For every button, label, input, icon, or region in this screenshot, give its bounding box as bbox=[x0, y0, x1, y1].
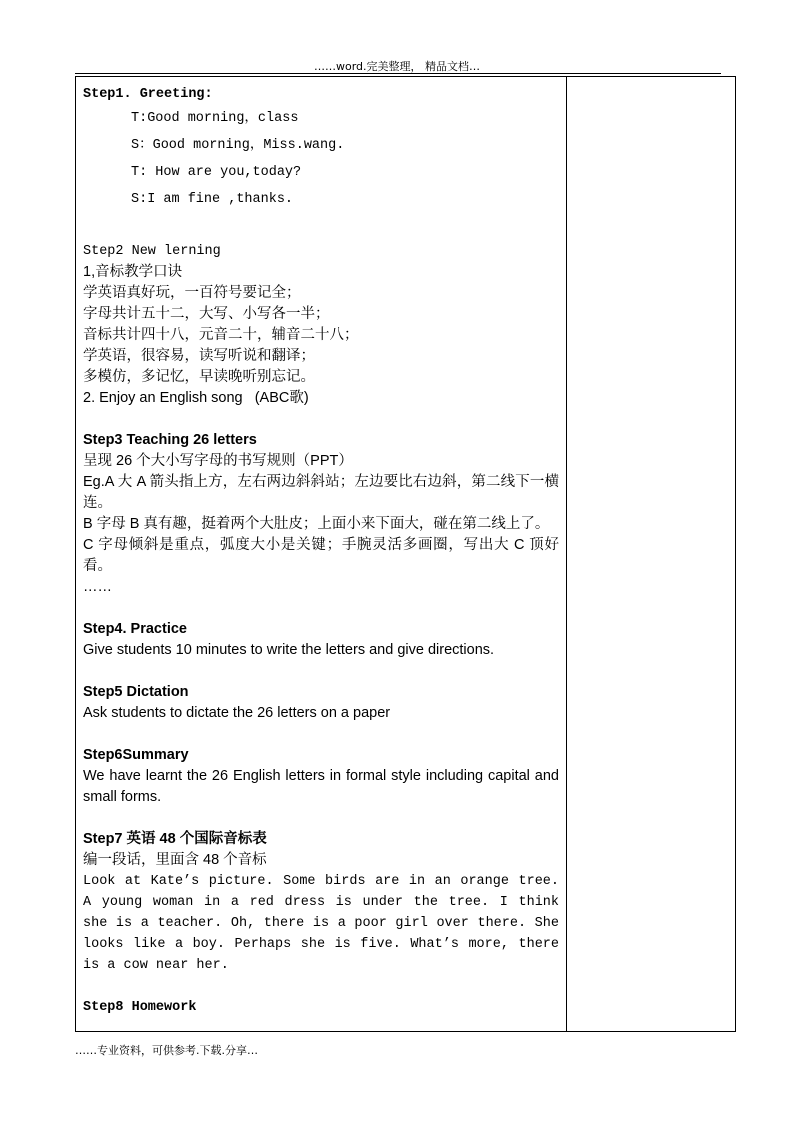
rhyme-line: 多模仿，多记忆，早读晚听别忘记。 bbox=[83, 369, 315, 385]
song-line: 2. Enjoy an English song (ABC歌) bbox=[83, 390, 309, 406]
rhyme-line: 学英语，很容易，读写听说和翻译； bbox=[83, 348, 315, 364]
step1-section bbox=[83, 84, 559, 213]
page-footer: ……专业资料，可供参考.下载.分享… bbox=[75, 1044, 258, 1057]
rhyme-line: 音标共计四十八，元音二十，辅音二十八； bbox=[83, 327, 359, 343]
rhyme-line: 字母共计五十二，大写、小写各一半； bbox=[83, 306, 330, 322]
rule-line: Eg.A 大 A 箭头指上方，左右两边斜斜站；左边要比右边斜，第二线下一横连。 bbox=[83, 474, 559, 511]
rule-line: C 字母倾斜是重点，弧度大小是关键；手腕灵活多画圈，写出大 C 顶好看。 bbox=[83, 537, 559, 574]
step6-section bbox=[83, 745, 559, 808]
rhyme-line: 学英语真好玩，一百符号要记全； bbox=[83, 285, 301, 301]
dialog-line: T:Good morning，class bbox=[131, 111, 299, 126]
step6-title: Step6Summary bbox=[83, 747, 189, 763]
step5-title: Step5 Dictation bbox=[83, 684, 189, 700]
dialog-line: T: How are you,today? bbox=[131, 165, 302, 180]
ellipsis: …… bbox=[83, 579, 112, 595]
step7-text: Look at Kate’s picture. Some birds are in an orange tree. A young woman in a red dress is under the tree. I think she is a teacher. Oh, there is a poor girl over there. She looks like a boy. Perhaps she is five. What’s more, there is a cow near her. bbox=[83, 874, 559, 973]
step4-title: Step4. Practice bbox=[83, 621, 187, 637]
step3-title: Step3 Teaching 26 letters bbox=[83, 432, 257, 448]
step3-section bbox=[83, 430, 559, 598]
step6-text: We have learnt the 26 English letters in formal style including capital and small forms. bbox=[83, 768, 559, 805]
step7-section bbox=[83, 829, 559, 976]
dialog-line: S：Good morning，Miss.wang. bbox=[131, 138, 345, 153]
step8-section bbox=[83, 997, 559, 1018]
step7-subtitle: 编一段话，里面含 48 个音标 bbox=[83, 852, 267, 868]
step7-title: Step7 英语 48 个国际音标表 bbox=[83, 831, 267, 847]
step1-title: Step1. Greeting: bbox=[83, 87, 213, 102]
rule-line: 呈现 26 个大小写字母的书写规则（PPT） bbox=[83, 453, 353, 469]
rhyme-line: 1,音标教学口诀 bbox=[83, 264, 183, 280]
step2-section bbox=[83, 241, 559, 409]
page-header: ……word.完美整理， 精品文档… bbox=[313, 60, 481, 73]
step5-section bbox=[83, 682, 559, 724]
lesson-content bbox=[83, 84, 559, 1018]
header-rule bbox=[75, 73, 721, 74]
rule-line: B 字母 B 真有趣，挺着两个大肚皮；上面小来下面大，碰在第二线上了。 bbox=[83, 516, 550, 532]
step2-title: Step2 New lerning bbox=[83, 244, 221, 259]
step4-section bbox=[83, 619, 559, 661]
column-divider bbox=[566, 77, 567, 1031]
step5-text: Ask students to dictate the 26 letters on a paper bbox=[83, 705, 391, 721]
dialog-line: S:I am fine ,thanks. bbox=[131, 192, 294, 207]
step8-title: Step8 Homework bbox=[83, 1000, 197, 1015]
step4-text: Give students 10 minutes to write the letters and give directions. bbox=[83, 642, 495, 658]
